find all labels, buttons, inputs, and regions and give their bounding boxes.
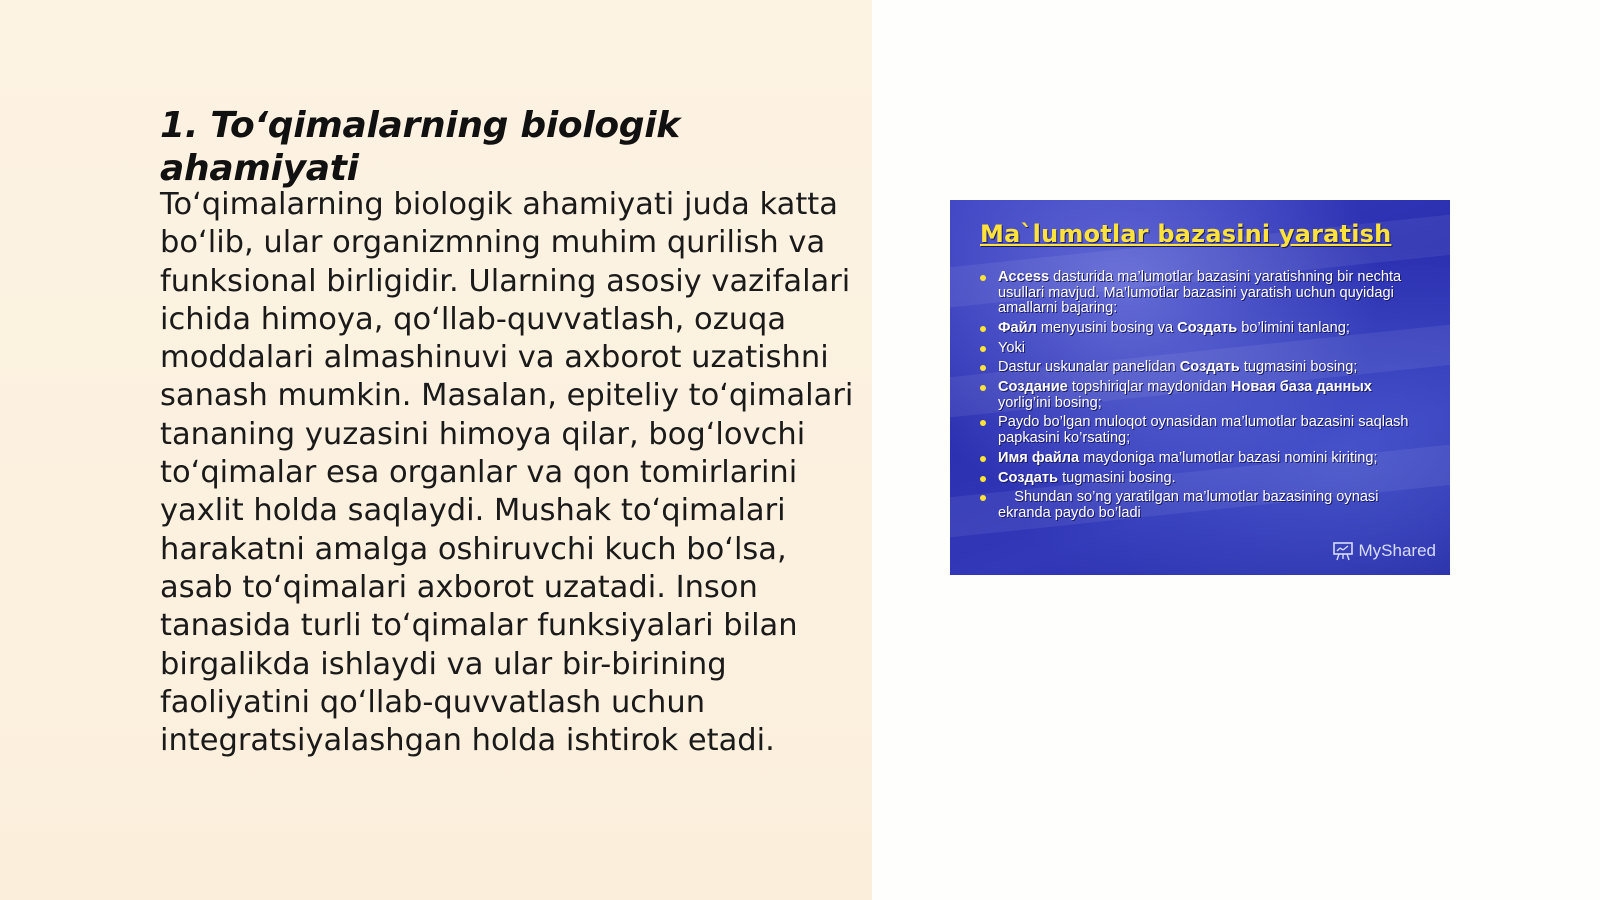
list-item: Имя файла maydoniga ma’lumotlar bazasi nomini kiriting; [980, 451, 1425, 467]
page-title: 1. To‘qimalarning biologik ahamiyati [160, 105, 680, 190]
list-item: Создание topshiriqlar maydonidan Новая база данных yorlig’ini bosing; [980, 380, 1425, 411]
bullet-icon [980, 365, 986, 371]
watermark [1332, 541, 1436, 561]
bullet-icon [980, 420, 986, 426]
bullet-icon [980, 346, 986, 352]
list-item: Shundan so’ng yaratilgan ma’lumotlar bazasining oynasi ekranda paydo bo’ladi [980, 490, 1425, 521]
list-item: Access dasturida ma’lumotlar bazasini yaratishning bir nechta usullari mavjud. Ma’lumotlar bazasini yaratish uchun quyidagi amallarni bajaring: [980, 270, 1425, 317]
list-item: Yoki [980, 341, 1425, 357]
list-item: Dastur uskunalar panelidan Создать tugmasini bosing; [980, 360, 1425, 376]
list-item: Paydo bo’lgan muloqot oynasidan ma’lumotlar bazasini saqlash papkasini ko’rsating; [980, 415, 1425, 446]
list-item: Создать tugmasini bosing. [980, 471, 1425, 487]
slide-bullet-list [980, 270, 1425, 526]
list-item: Файл menyusini bosing va Создать bo’limini tanlang; [980, 321, 1425, 337]
bullet-icon [980, 275, 986, 281]
bullet-icon [980, 385, 986, 391]
bullet-icon [980, 456, 986, 462]
bullet-icon [980, 476, 986, 482]
bullet-icon [980, 495, 986, 501]
presentation-board-icon [1332, 541, 1354, 561]
embedded-slide-image [950, 200, 1450, 575]
body-paragraph: To‘qimalarning biologik ahamiyati juda katta bo‘lib, ular organizmning muhim qurilish va funksional birligidir. Ularning asosiy vazifalari ichida himoya, qo‘llab-quvvatlash, ozuqa moddalari almashinuvi va axborot uzatishni sanash mumkin. Masalan, epiteliy to‘qimalari tananing yuzasini himoya qilar, bog‘lovchi to‘qimalar esa organlar va qon tomirlarini yaxlit holda saqlaydi. Mushak to‘qimalari harakatni amalga oshiruvchi kuch bo‘lsa, asab to‘qimalari axborot uzatadi. Inson tanasida turli to‘qimalar funksiyalari bilan birgalikda ishlaydi va ular bir-birining faoliyatini qo‘llab-quvvatlash uchun integratsiyalashgan holda ishtirok etadi. [160, 187, 854, 759]
slide-title: Ma`lumotlar bazasini yaratish [980, 220, 1392, 248]
bullet-icon [980, 326, 986, 332]
watermark-label: MyShared [1358, 541, 1436, 560]
